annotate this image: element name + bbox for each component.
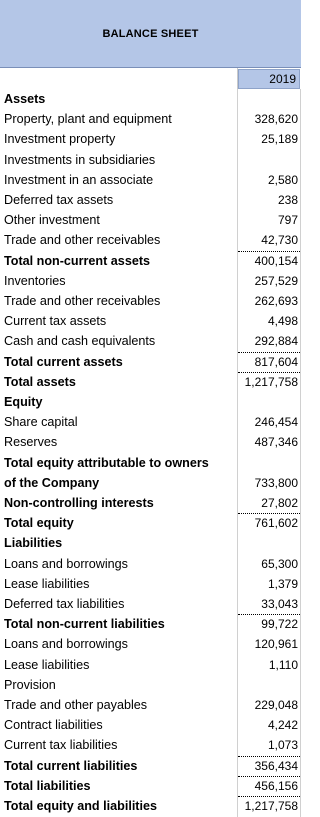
row-label: Provision [4, 677, 56, 692]
row-label: Total equity [4, 516, 74, 531]
table-row[interactable] [0, 594, 301, 614]
row-value: 2,580 [267, 172, 298, 187]
table-row[interactable] [0, 372, 301, 392]
row-value: 400,154 [254, 253, 298, 268]
table-row[interactable] [0, 432, 301, 452]
table-row[interactable] [0, 695, 301, 715]
row-value: 817,604 [254, 354, 298, 369]
row-label: Investment property [4, 132, 116, 147]
table-row[interactable] [0, 311, 301, 331]
table-row[interactable] [0, 251, 301, 271]
value-cell[interactable] [238, 675, 300, 695]
table-row[interactable] [0, 109, 301, 129]
row-value: 27,802 [261, 496, 298, 510]
value-cell[interactable] [238, 453, 300, 473]
row-value: 120,961 [254, 637, 298, 652]
row-value: 99,722 [261, 617, 298, 632]
table-row[interactable] [0, 715, 301, 735]
table-row[interactable] [0, 129, 301, 149]
table-row[interactable] [0, 210, 301, 230]
row-value: 33,043 [261, 597, 298, 611]
table-row[interactable] [0, 634, 301, 654]
table-row[interactable] [0, 574, 301, 594]
row-label: Loans and borrowings [4, 637, 128, 652]
row-label: Total assets [4, 374, 76, 389]
row-label: Inventories [4, 273, 66, 288]
row-label: Deferred tax assets [4, 193, 114, 207]
row-label: Total equity and liabilities [4, 799, 158, 813]
table-row[interactable] [0, 614, 301, 634]
row-label: Total current assets [4, 354, 123, 369]
value-cell[interactable] [238, 533, 300, 553]
table-row[interactable] [0, 796, 301, 816]
row-value: 1,110 [268, 657, 298, 672]
value-cell[interactable] [238, 392, 300, 412]
row-value: 1,217,758 [244, 374, 298, 389]
table-row[interactable] [0, 89, 301, 109]
row-label: Total non-current liabilities [4, 617, 165, 632]
sheet-header [0, 0, 301, 68]
row-label: Lease liabilities [4, 657, 90, 672]
row-label: Other investment [4, 213, 100, 228]
row-value: 25,189 [261, 132, 298, 147]
row-value: 42,730 [261, 233, 298, 248]
row-label: Trade and other receivables [4, 233, 161, 248]
table-row[interactable] [0, 392, 301, 412]
table-row[interactable] [0, 150, 301, 170]
table-row[interactable] [0, 453, 301, 473]
row-value: 1,379 [267, 576, 298, 591]
table-row[interactable] [0, 776, 301, 796]
table-row[interactable] [0, 352, 301, 372]
row-label: Investment in an associate [4, 172, 154, 187]
row-value: 292,884 [254, 334, 298, 349]
row-label: Lease liabilities [4, 576, 90, 591]
table-row[interactable] [0, 291, 301, 311]
row-label: Trade and other receivables [4, 294, 161, 308]
row-value: 4,242 [267, 718, 298, 733]
row-value: 229,048 [254, 698, 298, 712]
row-value: 257,529 [254, 273, 298, 288]
row-label: Loans and borrowings [4, 556, 128, 571]
table-row[interactable] [0, 190, 301, 210]
row-label: Total current liabilities [4, 758, 138, 773]
year-header-row [0, 68, 301, 89]
table-row[interactable] [0, 271, 301, 291]
value-cell[interactable] [238, 89, 300, 109]
table-row[interactable] [0, 170, 301, 190]
row-value: 4,498 [267, 314, 298, 329]
year-column-header[interactable]: 2019 [238, 69, 300, 89]
row-value: 65,300 [261, 556, 298, 571]
row-value: 733,800 [254, 475, 298, 490]
value-cell[interactable] [238, 150, 300, 170]
row-label: Equity [4, 395, 43, 409]
row-value: 238 [277, 193, 298, 207]
row-value: 456,156 [254, 778, 298, 793]
table-row[interactable] [0, 331, 301, 351]
row-label: Total equity attributable to owners [4, 455, 209, 470]
row-label: Liabilities [4, 536, 63, 551]
table-row[interactable] [0, 735, 301, 755]
table-row[interactable] [0, 493, 301, 513]
row-label: Contract liabilities [4, 718, 103, 733]
row-label: Investments in subsidiaries [4, 152, 156, 167]
table-row[interactable] [0, 675, 301, 695]
row-label: Reserves [4, 435, 58, 450]
row-label: Total non-current assets [4, 253, 151, 268]
row-label: of the Company [4, 475, 100, 490]
table-row[interactable] [0, 756, 301, 776]
row-value: 1,217,758 [244, 799, 298, 813]
row-value: 328,620 [254, 112, 298, 127]
row-value: 797 [277, 213, 298, 228]
sheet-title: BALANCE SHEET [102, 28, 199, 40]
table-row[interactable] [0, 412, 301, 432]
row-label: Non-controlling interests [4, 496, 154, 510]
row-label: Current tax liabilities [4, 738, 118, 753]
table-row[interactable] [0, 655, 301, 675]
label-column-header [0, 68, 238, 89]
table-row[interactable] [0, 554, 301, 574]
table-row[interactable] [0, 513, 301, 533]
row-label: Deferred tax liabilities [4, 597, 125, 611]
row-value: 761,602 [254, 516, 298, 531]
row-label: Property, plant and equipment [4, 112, 172, 127]
table-row[interactable] [0, 473, 301, 493]
row-label: Current tax assets [4, 314, 107, 329]
row-label: Trade and other payables [4, 698, 148, 712]
table-row[interactable] [0, 230, 301, 250]
row-label: Assets [4, 92, 46, 106]
row-value: 487,346 [254, 435, 298, 450]
row-label: Total liabilities [4, 778, 91, 793]
row-value: 356,434 [254, 758, 298, 773]
row-value: 1,073 [267, 738, 298, 753]
table-row[interactable] [0, 533, 301, 553]
row-label: Cash and cash equivalents [4, 334, 156, 349]
row-value: 246,454 [254, 415, 298, 430]
row-label: Share capital [4, 415, 78, 430]
row-value: 262,693 [254, 294, 298, 308]
